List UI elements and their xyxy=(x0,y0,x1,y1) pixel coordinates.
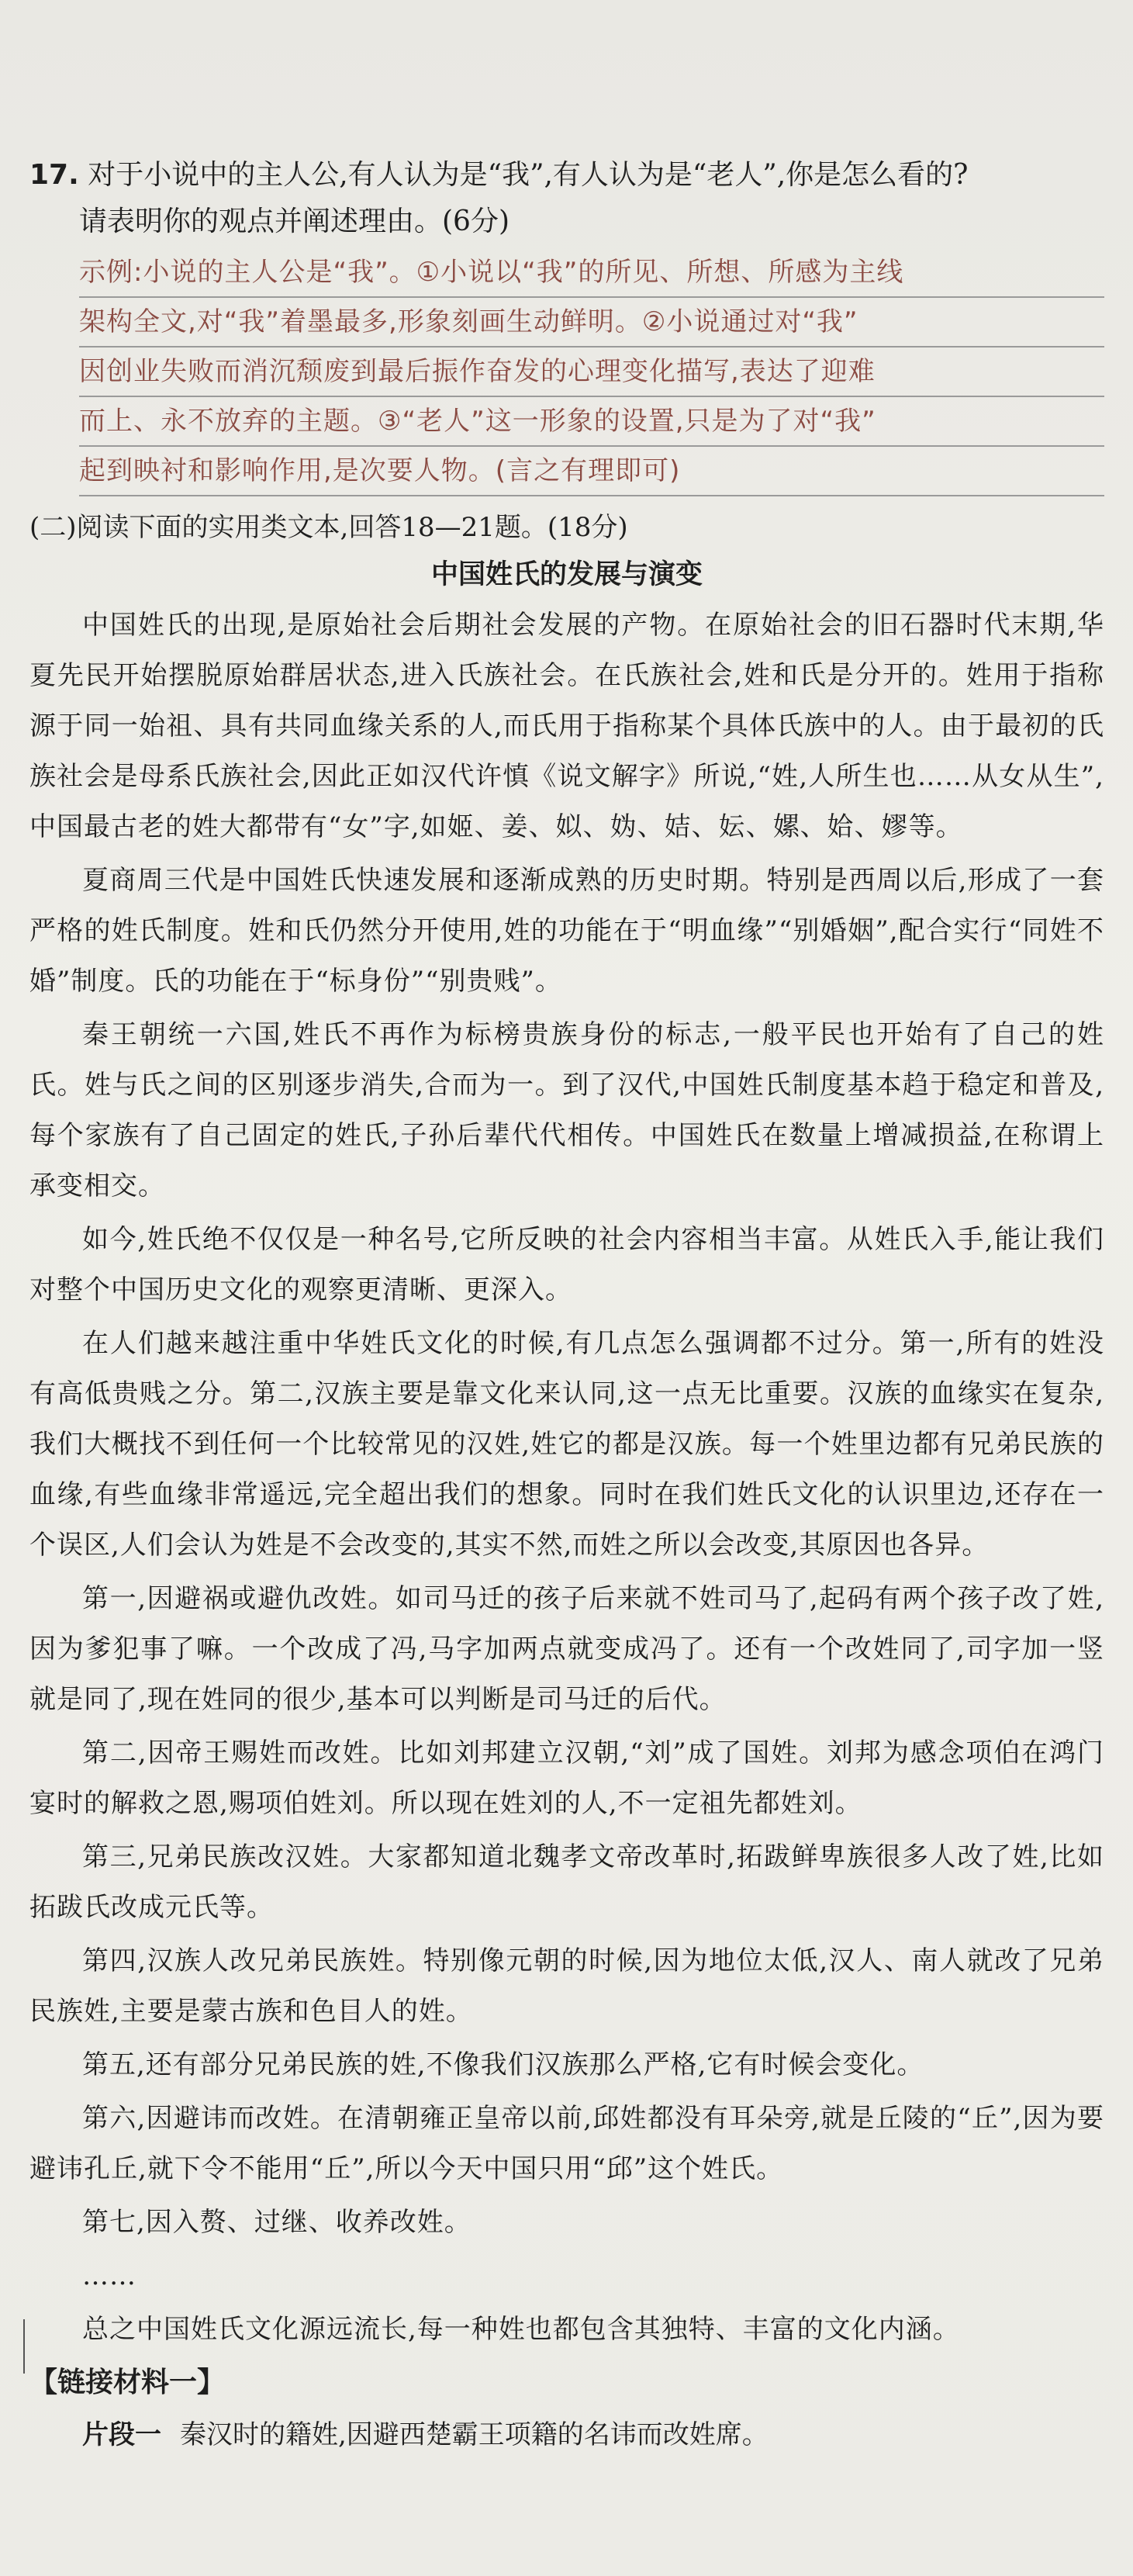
ellipsis: …… xyxy=(82,2260,136,2291)
paragraph: 第一,因避祸或避仇改姓。如司马迁的孩子后来就不姓司马了,起码有两个孩子改了姓,因为爹犯事了嘛。一个改成了冯,马字加两点就变成冯了。还有一个改姓同了,司字加一竖就是同了,现在姓同的很少,基本可以判断是司马迁的后代。 xyxy=(29,1583,1104,1715)
answer-line: 而上、永不放弃的主题。③“老人”这一形象的设置,只是为了对“我” xyxy=(79,397,1104,447)
answer-line: 示例:小说的主人公是“我”。①小说以“我”的所见、所想、所感为主线 xyxy=(79,248,1104,298)
answer-line: 架构全文,对“我”着墨最多,形象刻画生动鲜明。②小说通过对“我” xyxy=(79,298,1104,348)
question-17-line-2: 请表明你的观点并阐述理由。(6分) xyxy=(79,206,510,237)
paragraph: 第四,汉族人改兄弟民族姓。特别像元朝的时候,因为地位太低,汉人、南人就改了兄弟民族姓,主要是蒙古族和色目人的姓。 xyxy=(29,1945,1104,2027)
question-17 xyxy=(29,152,1104,245)
paragraph: 在人们越来越注重中华姓氏文化的时候,有几点怎么强调都不过分。第一,所有的姓没有高低贵贱之分。第二,汉族主要是靠文化来认同,这一点无比重要。汉族的血缘实在复杂,我们大概找不到任何一个比较常见的汉姓,姓它的都是汉族。每一个姓里边都有兄弟民族的血缘,有些血缘非常遥远,完全超出我们的想象。同时在我们姓氏文化的认识里边,还存在一个误区,人们会认为姓是不会改变的,其实不然,而姓之所以会改变,其原因也各异。 xyxy=(29,1328,1104,1561)
paragraph: 秦王朝统一六国,姓氏不再作为标榜贵族身份的标志,一般平民也开始有了自己的姓氏。姓与氏之间的区别逐步消失,合而为一。到了汉代,中国姓氏制度基本趋于稳定和普及,每个家族有了自己固定的姓氏,子孙后辈代代相传。中国姓氏在数量上增减损益,在称谓上承变相交。 xyxy=(29,1019,1104,1202)
document-body xyxy=(29,152,1104,2459)
section-2-heading: (二)阅读下面的实用类文本,回答18—21题。(18分) xyxy=(29,512,628,543)
paragraph: 夏商周三代是中国姓氏快速发展和逐渐成熟的历史时期。特别是西周以后,形成了一套严格的姓氏制度。姓和氏仍然分开使用,姓的功能在于“明血缘”“别婚姻”,配合实行“同姓不婚”制度。氏的功能在于“标身份”“别贵贱”。 xyxy=(29,865,1104,997)
paragraph: 总之中国姓氏文化源远流长,每一种姓也都包含其独特、丰富的文化内涵。 xyxy=(82,2314,960,2345)
left-margin-rule xyxy=(23,2319,25,2374)
question-17-prompt: 对于小说中的主人公,有人认为是“我”,有人认为是“老人”,你是怎么看的? xyxy=(88,159,969,191)
answer-line: 起到映衬和影响作用,是次要人物。(言之有理即可) xyxy=(79,447,1104,496)
fragment-label: 片段一 xyxy=(82,2419,161,2450)
fragment-1 xyxy=(29,2411,1104,2459)
article-title: 中国姓氏的发展与演变 xyxy=(430,559,703,590)
question-17-line-1 xyxy=(29,152,1104,199)
paragraph: 如今,姓氏绝不仅仅是一种名号,它所反映的社会内容相当丰富。从姓氏入手,能让我们对整个中国历史文化的观察更清晰、更深入。 xyxy=(29,1224,1104,1305)
paragraph: 第五,还有部分兄弟民族的姓,不像我们汉族那么严格,它有时候会变化。 xyxy=(82,2049,924,2080)
question-number: 17. xyxy=(29,159,79,191)
paragraph: 中国姓氏的出现,是原始社会后期社会发展的产物。在原始社会的旧石器时代末期,华夏先民开始摆脱原始群居状态,进入氏族社会。在氏族社会,姓和氏是分开的。姓用于指称源于同一始祖、具有共同血缘关系的人,而氏用于指称某个具体氏族中的人。由于最初的氏族社会是母系氏族社会,因此正如汉代许慎《说文解字》所说,“姓,人所生也……从女从生”,中国最古老的姓大都带有“女”字,如姬、姜、姒、妫、姞、妘、嫘、姶、嫪等。 xyxy=(29,610,1104,842)
link-material-heading: 【链接材料一】 xyxy=(29,2367,226,2398)
paragraph: 第六,因避讳而改姓。在清朝雍正皇帝以前,邱姓都没有耳朵旁,就是丘陵的“丘”,因为要避讳孔丘,就下令不能用“丘”,所以今天中国只用“邱”这个姓氏。 xyxy=(29,2103,1104,2184)
paragraph: 第七,因入赘、过继、收养改姓。 xyxy=(82,2207,472,2238)
paragraph: 第二,因帝王赐姓而改姓。比如刘邦建立汉朝,“刘”成了国姓。刘邦为感念项伯在鸿门宴时的解救之恩,赐项伯姓刘。所以现在姓刘的人,不一定祖先都姓刘。 xyxy=(29,1738,1104,1819)
paragraph: 第三,兄弟民族改汉姓。大家都知道北魏孝文帝改革时,拓跋鲜卑族很多人改了姓,比如拓跋氏改成元氏等。 xyxy=(29,1841,1104,1923)
answer-line: 因创业失败而消沉颓废到最后振作奋发的心理变化描写,表达了迎难 xyxy=(79,348,1104,397)
fragment-text: 秦汉时的籍姓,因避西楚霸王项籍的名讳而改姓席。 xyxy=(180,2419,769,2450)
answer-block xyxy=(79,248,1104,496)
